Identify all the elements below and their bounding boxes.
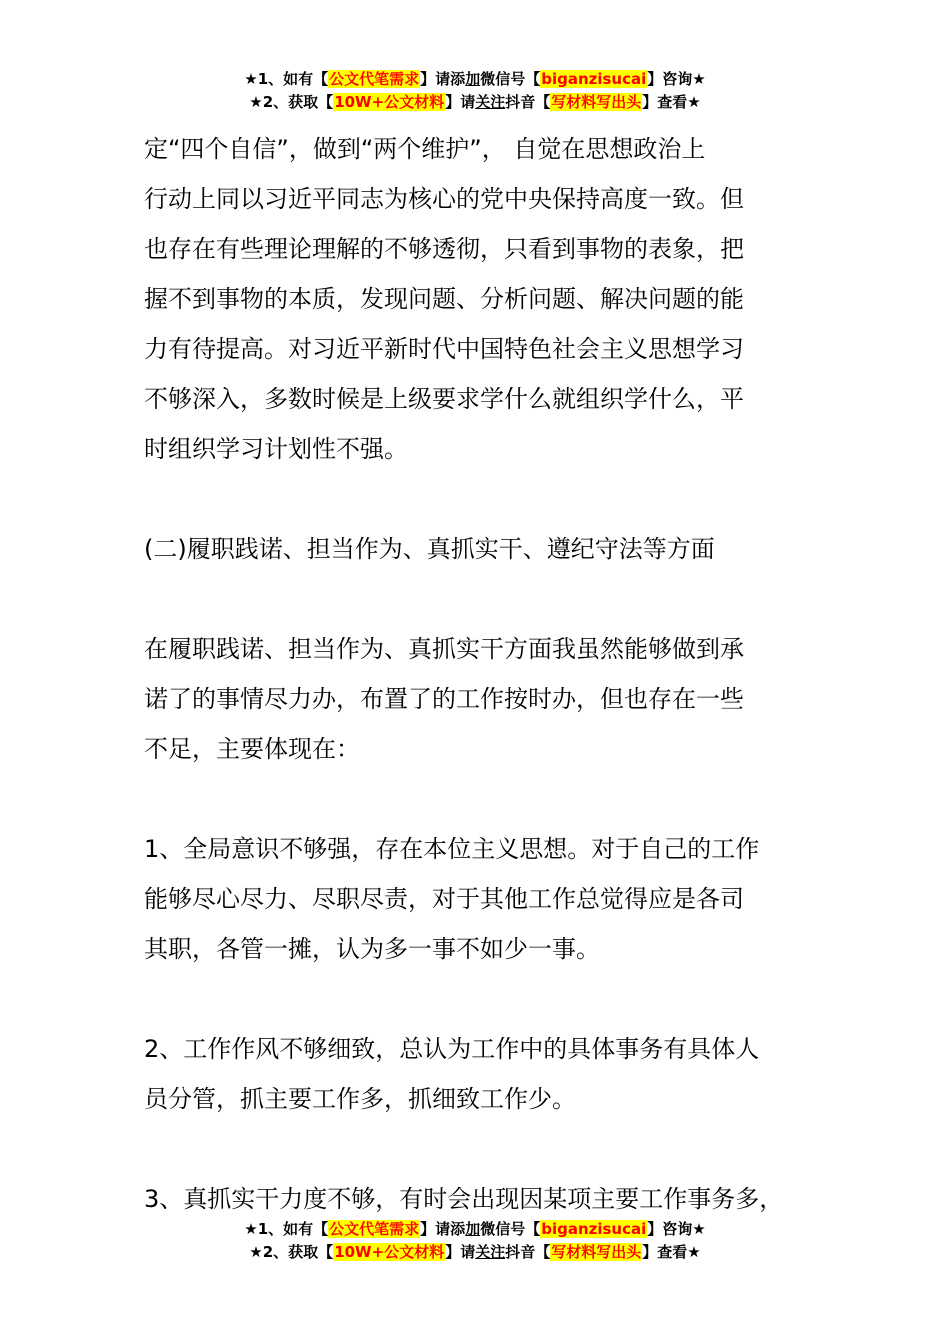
text-line: 不够深入，多数时候是上级要求学什么就组织学什么，平	[144, 385, 744, 413]
text-line: 握不到事物的本质，发现问题、分析问题、解决问题的能	[144, 285, 744, 313]
text-line: 员分管，抓主要工作多，抓细致工作少。	[144, 1085, 576, 1113]
banner-line-1: ★1、如有【公文代笔需求】请添加微信号【biganzisucai】咨询★	[244, 70, 706, 88]
text-line: 也存在有些理论理解的不够透彻，只看到事物的表象，把	[144, 235, 744, 263]
highlight-materials: 10W+公文材料	[334, 1243, 445, 1261]
text-line: 在履职践诺、担当作为、真抓实干方面我虽然能够做到承	[144, 635, 744, 663]
text-line: 其职，各管一摊，认为多一事不如少一事。	[144, 935, 600, 963]
document-body	[144, 124, 814, 1224]
banner-line-2: ★2、获取【10W+公文材料】请关注抖音【写材料写出头】查看★	[249, 1243, 701, 1261]
list-item-2	[144, 1024, 814, 1124]
highlight-materials: 10W+公文材料	[334, 93, 445, 111]
text-line: 行动上同以习近平同志为核心的党中央保持高度一致。但	[144, 185, 744, 213]
highlight-service: 公文代笔需求	[329, 1220, 420, 1238]
highlight-wechat-id: biganzisucai	[541, 1220, 647, 1238]
heading-text: (二)履职践诺、担当作为、真抓实干、遵纪守法等方面	[144, 535, 715, 563]
text-line: 力有待提高。对习近平新时代中国特色社会主义思想学习	[144, 335, 744, 363]
text-line: 时组织学习计划性不强。	[144, 435, 408, 463]
list-item-1	[144, 824, 814, 974]
list-item-3	[144, 1174, 814, 1224]
text-line: 定“四个自信”，做到“两个维护”， 自觉在思想政治上	[144, 135, 706, 163]
text-line: 诺了的事情尽力办，布置了的工作按时办，但也存在一些	[144, 685, 744, 713]
header-banner	[0, 68, 950, 114]
text-line: 3、真抓实干力度不够，有时会出现因某项主要工作事务多，	[144, 1185, 784, 1213]
text-line: 能够尽心尽力、尽职尽责，对于其他工作总觉得应是各司	[144, 885, 744, 913]
paragraph-intro	[144, 624, 814, 774]
text-line: 不足，主要体现在：	[144, 735, 360, 763]
footer-banner	[0, 1218, 950, 1264]
highlight-douyin-account: 写材料写出头	[551, 93, 642, 111]
text-line: 1、全局意识不够强，存在本位主义思想。对于自己的工作	[144, 835, 760, 863]
highlight-douyin-account: 写材料写出头	[551, 1243, 642, 1261]
highlight-service: 公文代笔需求	[329, 70, 420, 88]
text-line: 2、工作作风不够细致，总认为工作中的具体事务有具体人	[144, 1035, 760, 1063]
banner-line-1: ★1、如有【公文代笔需求】请添加微信号【biganzisucai】咨询★	[244, 1220, 706, 1238]
paragraph-political-stance	[144, 124, 814, 474]
section-heading	[144, 524, 814, 574]
banner-line-2: ★2、获取【10W+公文材料】请关注抖音【写材料写出头】查看★	[249, 93, 701, 111]
highlight-wechat-id: biganzisucai	[541, 70, 647, 88]
